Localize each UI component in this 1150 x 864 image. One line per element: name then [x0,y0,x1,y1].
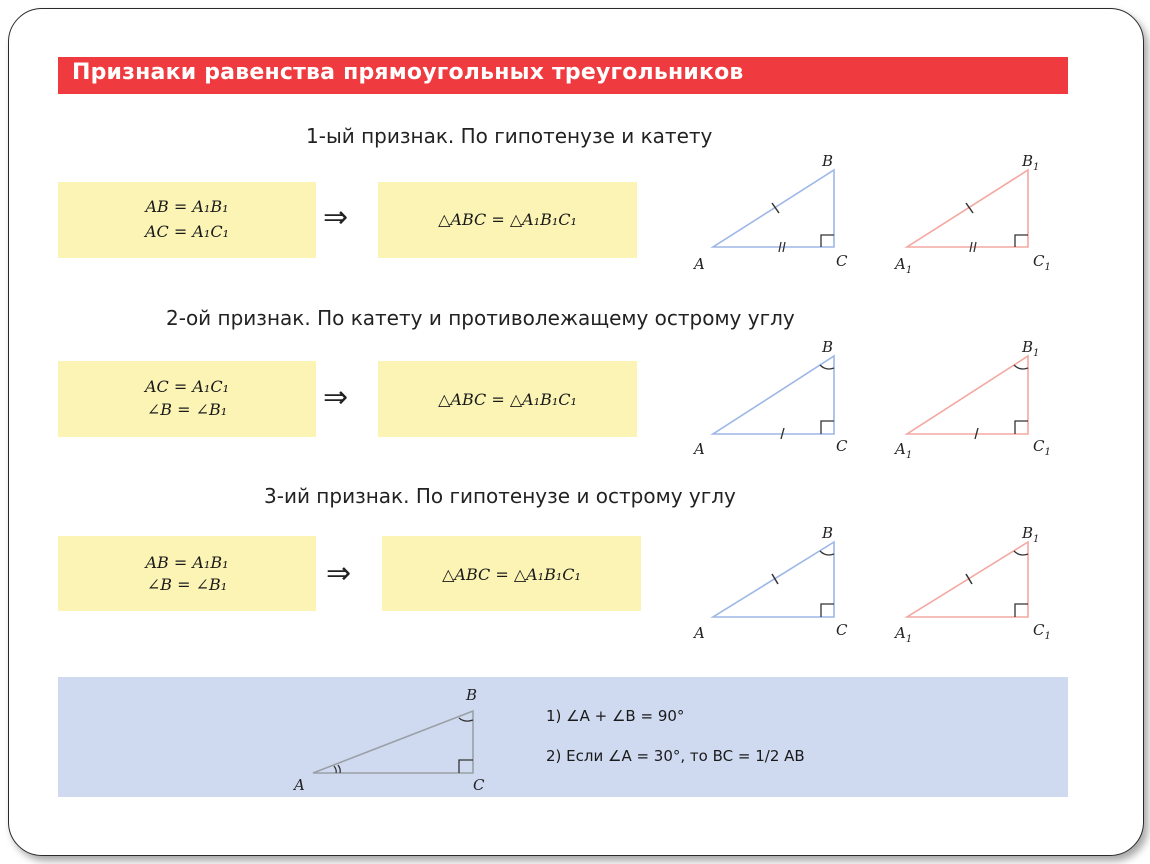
label-b1: B [1022,152,1034,170]
criterion-1-heading: 1-ый признак. По гипотенузе и катету [306,124,713,148]
labels-note [292,686,485,794]
criterion-2-given-1: AC = A₁C₁ [145,377,229,396]
criterion-3-given-2: ∠B = ∠B₁ [146,575,228,594]
triangle-note [313,711,473,773]
svg-text:B1 [1021,524,1039,545]
svg-text:B1 [1021,338,1039,359]
triangle-abc-criterion-2 [713,356,834,439]
triangle-a1b1c1-criterion-2 [907,356,1028,439]
criterion-2-heading: 2-ой признак. По катету и противолежащему острому углу [166,306,795,330]
label-c: C [473,776,485,794]
label-b1: B [1022,524,1034,542]
triangle-a1b1c1-criterion-1 [907,170,1028,252]
svg-text:C1 [1033,621,1051,642]
criterion-2-given-2: ∠B = ∠B₁ [146,400,228,419]
triangle-abc-criterion-1 [713,170,834,252]
label-c1: C [1033,621,1045,639]
svg-text:C1 [1033,252,1051,273]
label-b: B [822,338,834,356]
criterion-2-implies-arrow: ⇒ [323,380,349,415]
criterion-1-given-2: AC = A₁C₁ [145,222,229,241]
labels-criterion-2 [692,338,1051,461]
label-c1: C [1033,252,1045,270]
label-b1: B [1022,338,1034,356]
label-c1-sub: 1 [1044,631,1051,642]
criterion-1-given-1: AB = A₁B₁ [145,197,229,216]
label-b: B [466,686,478,704]
label-b1-sub: 1 [1033,534,1040,545]
label-a1-sub: 1 [905,450,913,461]
criterion-1-implies-arrow: ⇒ [323,200,349,235]
criterion-3-conclusion: △ABC = △A₁B₁C₁ [442,565,581,584]
label-a1-sub: 1 [905,265,913,276]
svg-text:B1 [1021,152,1039,173]
label-c1-sub: 1 [1044,262,1051,273]
criterion-3-heading: 3-ий признак. По гипотенузе и острому углу [264,484,736,508]
fact-2: 2) Если ∠A = 30°, то BC = 1/2 AB [546,747,805,765]
label-c1: C [1033,437,1045,455]
label-a1: A [895,440,906,458]
label-a: A [694,255,705,273]
fact-1: 1) ∠A + ∠B = 90° [546,707,685,725]
label-a1: A [895,624,906,642]
labels-criterion-3 [692,524,1051,645]
label-a: A [694,440,705,458]
label-c: C [836,252,848,270]
label-b1-sub: 1 [1033,348,1040,359]
label-c: C [836,437,848,455]
label-c: C [836,621,848,639]
label-a1: A [895,255,906,273]
label-b1-sub: 1 [1033,162,1040,173]
label-a: A [694,624,705,642]
svg-text:A1 [893,624,912,645]
label-b: B [822,152,834,170]
label-b: B [822,524,834,542]
criterion-3-implies-arrow: ⇒ [326,556,352,591]
triangle-abc-criterion-3 [713,542,834,617]
triangle-a1b1c1-criterion-3 [907,542,1028,617]
label-a: A [294,776,305,794]
page-title: Признаки равенства прямоугольных треугольников [72,60,744,85]
svg-text:A1 [893,255,912,276]
svg-text:C1 [1033,437,1051,458]
svg-text:A1 [893,440,912,461]
criterion-2-conclusion: △ABC = △A₁B₁C₁ [438,390,577,409]
criterion-3-given-1: AB = A₁B₁ [145,553,229,572]
label-c1-sub: 1 [1044,447,1051,458]
criterion-1-conclusion: △ABC = △A₁B₁C₁ [438,210,577,229]
label-a1-sub: 1 [905,634,913,645]
labels-criterion-1 [692,152,1051,276]
